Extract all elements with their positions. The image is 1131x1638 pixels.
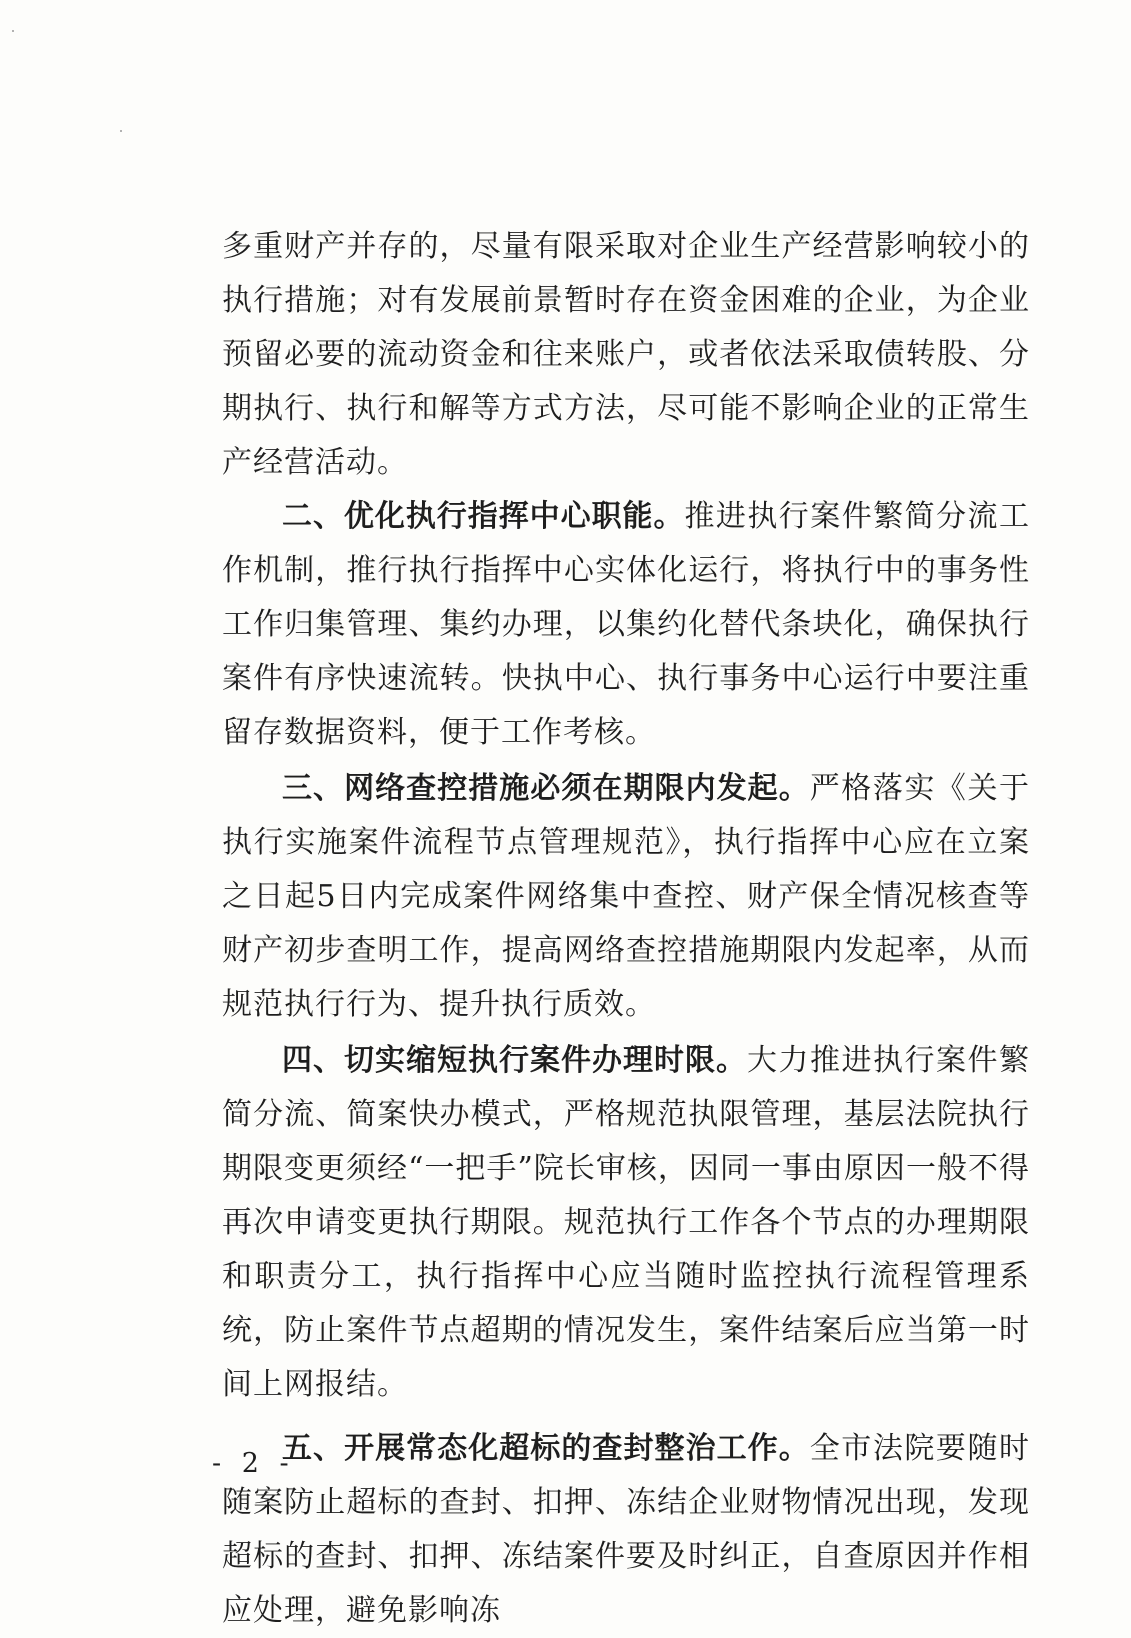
section-heading: 四、切实缩短执行案件办理时限。 [282, 1043, 747, 1078]
section-heading: 三、网络查控措施必须在期限内发起。 [282, 771, 810, 806]
paragraph-text: 全市法院要随时随案防止超标的查封、扣押、冻结企业财物情况出现，发现超标的查封、扣押、冻结案件要及时纠正，自查原因并作相应处理，避免影响冻 [222, 1431, 1031, 1628]
paragraph-section-3 [222, 762, 1030, 1032]
paragraph-text: 严格落实《关于执行实施案件流程节点管理规范》，执行指挥中心应在立案之日起5日内完成案件网络集中查控、财产保全情况核查等财产初步查明工作，提高网络查控措施期限内发起率，从而规范执行行为、提升执行质效。 [222, 771, 1031, 1022]
paragraph-section-2 [222, 490, 1030, 760]
scan-speck [12, 30, 14, 32]
paragraph-text: 推进执行案件繁简分流工作机制，推行执行指挥中心实体化运行，将执行中的事务性工作归集管理、集约办理，以集约化替代条块化，确保执行案件有序快速流转。快执中心、执行事务中心运行中要注重留存数据资料，便于工作考核。 [222, 499, 1031, 750]
paragraph-text: 大力推进执行案件繁简分流、简案快办模式，严格规范执限管理，基层法院执行期限变更须经“一把手”院长审核，因同一事由原因一般不得再次申请变更执行期限。规范执行工作各个节点的办理期限和职责分工，执行指挥中心应当随时监控执行流程管理系统，防止案件节点超期的情况发生，案件结案后应当第一时间上网报结。 [222, 1043, 1030, 1402]
section-heading: 五、开展常态化超标的查封整治工作。 [282, 1431, 810, 1466]
scan-speck [120, 130, 122, 132]
paragraph-continuation [222, 220, 1030, 490]
paragraph-section-4 [222, 1034, 1030, 1412]
paragraph-text: 多重财产并存的，尽量有限采取对企业生产经营影响较小的执行措施；对有发展前景暂时存在资金困难的企业，为企业预留必要的流动资金和往来账户，或者依法采取债转股、分期执行、执行和解等方式方法，尽可能不影响企业的正常生产经营活动。 [222, 229, 1030, 480]
document-body [222, 220, 1030, 1638]
section-heading: 二、优化执行指挥中心职能。 [282, 499, 685, 534]
page-number: - 2 - [212, 1448, 295, 1479]
